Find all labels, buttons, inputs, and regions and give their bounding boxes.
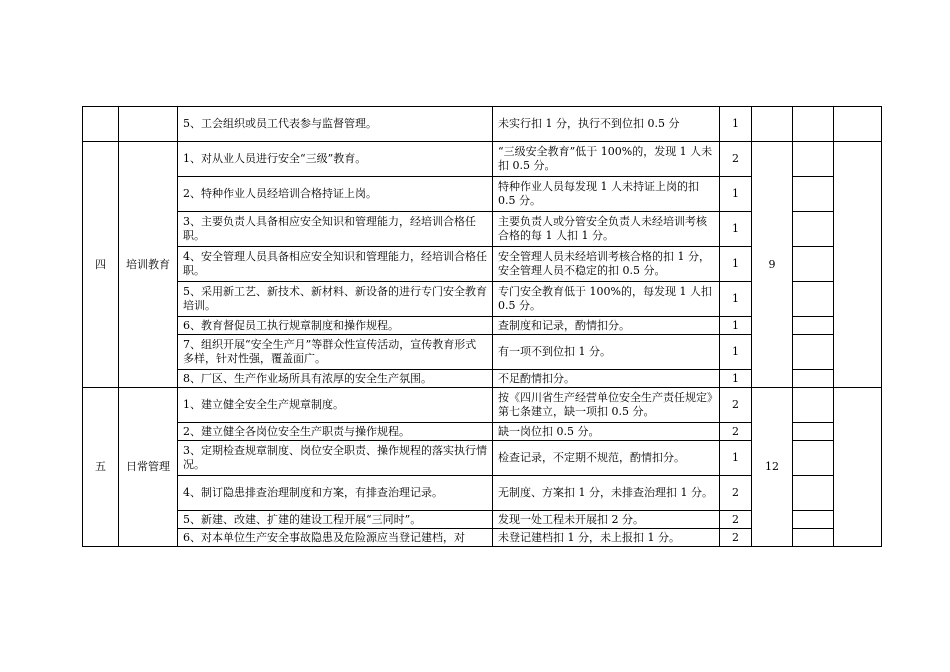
item-content: 5、新建、改建、扩建的建设工程开展“三同时”。 (178, 511, 493, 529)
blank-cell (834, 107, 882, 142)
item-score: 2 (720, 142, 752, 177)
deduction-rule: 有一项不到位扣 1 分。 (493, 335, 720, 370)
item-score: 1 (720, 317, 752, 335)
blank-cell (793, 441, 834, 476)
section-number (83, 107, 119, 142)
item-content: 4、制订隐患排查治理制度和方案，有排查治理记录。 (178, 476, 493, 511)
deduction-rule: 查制度和记录，酌情扣分。 (493, 317, 720, 335)
section-name (119, 107, 178, 142)
deduction-rule: 未登记建档扣 1 分，未上报扣 1 分。 (493, 529, 720, 547)
item-content: 1、对从业人员进行安全“三级”教育。 (178, 142, 493, 177)
safety-score-table (82, 106, 882, 547)
blank-cell (793, 335, 834, 370)
item-score: 1 (720, 107, 752, 142)
item-score: 1 (720, 335, 752, 370)
deduction-rule: 特种作业人员每发现 1 人未持证上岗的扣 0.5 分。 (493, 177, 720, 212)
deduction-rule: 检查记录，不定期不规范，酌情扣分。 (493, 441, 720, 476)
blank-cell (793, 142, 834, 177)
blank-cell (793, 476, 834, 511)
table-row (83, 388, 882, 423)
deduction-rule: 安全管理人员未经培训考核合格的扣 1 分，安全管理人员不稳定的扣 0.5 分。 (493, 247, 720, 282)
item-content: 5、工会组织或员工代表参与监督管理。 (178, 107, 493, 142)
blank-cell (793, 317, 834, 335)
blank-cell (793, 388, 834, 423)
item-score: 1 (720, 177, 752, 212)
item-score: 2 (720, 511, 752, 529)
blank-cell (793, 511, 834, 529)
deduction-rule: 按《四川省生产经营单位安全生产责任规定》第七条建立，缺一项扣 0.5 分。 (493, 388, 720, 423)
section-name: 日常管理 (119, 388, 178, 547)
item-content: 5、采用新工艺、新技术、新材料、新设备的进行专门安全教育培训。 (178, 282, 493, 317)
section-number: 四 (83, 142, 119, 388)
item-score: 2 (720, 423, 752, 441)
blank-cell (793, 247, 834, 282)
section-name: 培训教育 (119, 142, 178, 388)
item-content: 2、建立健全各岗位安全生产职责与操作规程。 (178, 423, 493, 441)
total-score-cell (752, 107, 793, 142)
blank-cell (793, 529, 834, 547)
item-score: 1 (720, 247, 752, 282)
item-content: 3、定期检查规章制度、岗位安全职责、操作规程的落实执行情况。 (178, 441, 493, 476)
deduction-rule: “三级安全教育”低于 100%的，发现 1 人未扣 0.5 分。 (493, 142, 720, 177)
section-number: 五 (83, 388, 119, 547)
item-content: 3、主要负责人具备相应安全知识和管理能力，经培训合格任职。 (178, 212, 493, 247)
deduction-rule: 未实行扣 1 分，执行不到位扣 0.5 分 (493, 107, 720, 142)
item-score: 1 (720, 212, 752, 247)
item-content: 2、特种作业人员经培训合格持证上岗。 (178, 177, 493, 212)
item-score: 1 (720, 441, 752, 476)
blank-cell (793, 282, 834, 317)
item-content: 7、组织开展“安全生产月”等群众性宣传活动，宣传教育形式多样，针对性强，覆盖面广。 (178, 335, 493, 370)
deduction-rule: 发现一处工程未开展扣 2 分。 (493, 511, 720, 529)
table-row (83, 107, 882, 142)
blank-cell (834, 142, 882, 388)
deduction-rule: 不足酌情扣分。 (493, 370, 720, 388)
blank-cell (793, 423, 834, 441)
blank-cell (793, 212, 834, 247)
blank-cell (793, 107, 834, 142)
item-content: 8、厂区、生产作业场所具有浓厚的安全生产氛围。 (178, 370, 493, 388)
section-total-score: 9 (752, 142, 793, 388)
deduction-rule: 无制度、方案扣 1 分，未排查治理扣 1 分。 (493, 476, 720, 511)
item-content: 1、建立健全安全生产规章制度。 (178, 388, 493, 423)
item-content: 6、教育督促员工执行规章制度和操作规程。 (178, 317, 493, 335)
table-row (83, 142, 882, 177)
item-score: 2 (720, 388, 752, 423)
item-score: 1 (720, 370, 752, 388)
deduction-rule: 缺一岗位扣 0.5 分。 (493, 423, 720, 441)
item-score: 2 (720, 529, 752, 547)
item-score: 1 (720, 282, 752, 317)
item-content: 6、对本单位生产安全事故隐患及危险源应当登记建档，对 (178, 529, 493, 547)
item-score: 2 (720, 476, 752, 511)
deduction-rule: 主要负责人或分管安全负责人未经培训考核合格的每 1 人扣 1 分。 (493, 212, 720, 247)
item-content: 4、安全管理人员具备相应安全知识和管理能力，经培训合格任职。 (178, 247, 493, 282)
section-total-score: 12 (752, 388, 793, 547)
blank-cell (793, 370, 834, 388)
blank-cell (793, 177, 834, 212)
blank-cell (834, 388, 882, 547)
deduction-rule: 专门安全教育低于 100%的，每发现 1 人扣 0.5 分。 (493, 282, 720, 317)
